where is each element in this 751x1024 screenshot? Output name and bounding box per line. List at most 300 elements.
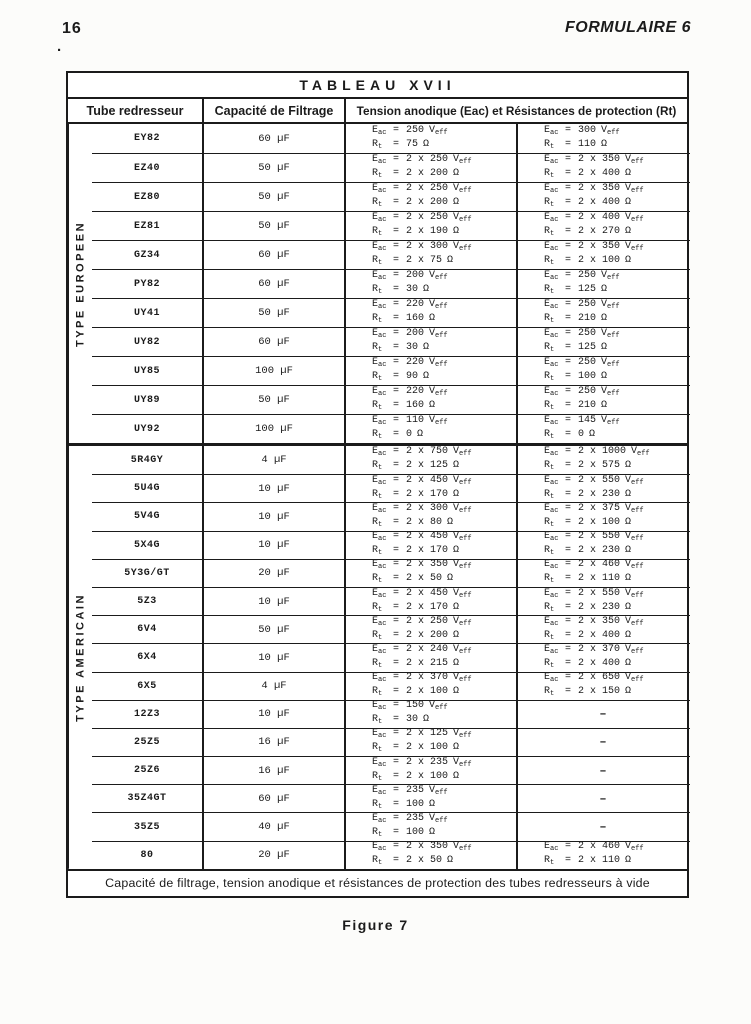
capacity-cell: 16 µF [204,729,346,756]
equals-sign: = [393,531,400,543]
formula-subscript: t [378,746,383,755]
formula-value: 210 [578,400,597,411]
formula-symbol: $R_t$ [544,488,555,501]
formula-symbol: $E_{ac}$ [544,386,559,398]
equals-sign: = [393,841,400,853]
table-row [92,474,690,502]
formula-unit: Ω [453,601,460,613]
tension-cell [346,446,518,474]
formula-symbol: $E_{ac}$ [372,299,387,311]
equals-sign: = [393,415,400,426]
formula-subscript: eff [631,619,644,628]
equals-sign: = [393,601,400,613]
equals-sign: = [393,342,400,353]
formula-subscript: t [378,802,383,811]
equals-sign: = [393,138,400,150]
table-row [92,672,690,700]
formula-symbol: $R_t$ [372,516,383,529]
formula-subscript: t [550,520,555,529]
formula-line [372,386,514,400]
formula-line [372,714,514,728]
formula-line [544,841,688,855]
tube-name-cell: 6V4 [92,616,204,643]
formula-value: 145 [578,415,597,426]
formula-unit: $V_{eff}$ [453,502,472,515]
formula-subscript: eff [459,450,472,459]
formula-symbol: $R_t$ [372,138,383,151]
formula-unit: Ω [453,545,460,557]
formula-symbol: $E_{ac}$ [372,531,387,544]
formula-value: 2 x 300 [406,502,449,514]
tension-cell [346,644,518,671]
capacity-cell: 60 µF [204,270,346,298]
tube-name-cell: PY82 [92,270,204,298]
column-header-tube: Tube redresseur [68,99,204,122]
formula-unit: $V_{eff}$ [625,502,644,515]
formula-unit: Ω [453,742,460,754]
formula-unit: $V_{eff}$ [429,357,448,369]
formula-value: 2 x 460 [578,841,621,853]
equals-sign: = [565,299,572,310]
formula-subscript: t [550,577,555,586]
formula-line [544,460,688,474]
formula-line [372,700,514,714]
formula-value: 220 [406,357,425,368]
formula-subscript: eff [631,676,644,685]
formula-unit: $V_{eff}$ [453,643,472,656]
formula-symbol: $R_t$ [544,629,555,642]
formula-subscript: eff [459,591,472,600]
equals-sign: = [393,629,400,641]
formula-line [544,139,688,153]
formula-value: 125 [578,342,597,353]
formula-subscript: ac [550,535,559,544]
formula-unit: $V_{eff}$ [429,270,448,282]
formula-line [544,342,688,356]
formula-subscript: eff [459,732,472,741]
tension-cell [346,415,518,443]
formula-subscript: t [550,142,555,151]
equals-sign: = [565,601,572,613]
equals-sign: = [393,728,400,740]
equals-sign: = [565,183,572,194]
formula-value: 2 x 150 [578,686,621,698]
capacity-cell: 50 µF [204,154,346,182]
formula-subscript: t [378,288,383,296]
tube-name-cell: UY41 [92,299,204,327]
formula-unit: Ω [453,460,460,472]
tension-cell [346,813,518,840]
formula-unit: Ω [625,168,632,179]
equals-sign: = [565,629,572,641]
formula-value: 30 [406,714,419,726]
formula-unit: $V_{eff}$ [625,531,644,544]
column-header-tension: Tension anodique (Eac) et Résistances de protection (Rt) [356,103,677,118]
formula-unit: $V_{eff}$ [625,615,644,628]
table-row [92,182,690,211]
formula-symbol: $E_{ac}$ [372,212,387,224]
formula-subscript: ac [378,845,387,854]
table-row [92,327,690,356]
capacity-cell: 10 µF [204,475,346,502]
capacity-cell: 100 µF [204,357,346,385]
formula-subscript: eff [607,332,620,340]
formula-line [372,168,514,182]
formula-line [372,531,514,545]
formula-line [372,771,514,785]
formula-line [544,241,688,255]
equals-sign: = [565,270,572,281]
table-row [92,356,690,385]
formula-unit: $V_{eff}$ [429,328,448,340]
formula-line [544,154,688,168]
formula-symbol: $R_t$ [372,371,383,383]
formula-unit: $V_{eff}$ [453,728,472,741]
formula-unit: Ω [625,255,632,266]
tension-cell [518,124,690,153]
tube-name-cell: 5X4G [92,532,204,559]
formula-unit: $V_{eff}$ [453,154,472,166]
formula-subscript: ac [378,619,387,628]
tension-cell [346,842,518,869]
formula-subscript: t [550,346,555,354]
capacity-cell: 20 µF [204,560,346,587]
formula-symbol: $R_t$ [544,516,555,529]
formula-value: 250 [578,270,597,281]
tube-name-cell: UY82 [92,328,204,356]
tension-cell: – [599,763,607,778]
equals-sign: = [393,657,400,669]
equals-sign: = [393,545,400,557]
equals-sign: = [565,545,572,557]
formula-value: 2 x 400 [578,197,621,208]
equals-sign: = [565,429,572,440]
formula-subscript: t [378,549,383,558]
tube-name-cell: 5U4G [92,475,204,502]
formula-value: 2 x 250 [406,615,449,627]
formula-unit: Ω [589,429,596,440]
formula-symbol: $E_{ac}$ [544,587,559,600]
formula-unit: Ω [429,313,436,324]
equals-sign: = [393,226,400,237]
equals-sign: = [565,328,572,339]
formula-value: 2 x 350 [578,154,621,165]
equals-sign: = [393,827,400,839]
capacity-cell: 50 µF [204,212,346,240]
formula-symbol: $R_t$ [372,714,383,727]
formula-line [372,197,514,211]
formula-unit: Ω [447,573,454,585]
formula-value: 2 x 110 [578,855,621,867]
equals-sign: = [565,672,572,684]
formula-value: 250 [578,357,597,368]
tension-cell [346,673,518,700]
formula-subscript: ac [378,478,387,487]
formula-line [544,212,688,226]
formula-line [544,226,688,240]
formula-symbol: $R_t$ [372,827,383,840]
formula-symbol: $R_t$ [372,313,383,325]
formula-value: 200 [406,328,425,339]
formula-unit: Ω [625,629,632,641]
formula-subscript: eff [631,535,644,544]
tension-cell [346,475,518,502]
capacity-cell: 16 µF [204,757,346,784]
formula-unit: Ω [447,855,454,867]
formula-subscript: t [378,859,383,868]
equals-sign: = [565,400,572,411]
formula-value: 2 x 450 [406,587,449,599]
formula-line [544,446,688,460]
formula-line [372,241,514,255]
formula-line [372,357,514,371]
document-title: FORMULAIRE 6 [565,19,691,36]
formula-subscript: eff [637,450,650,459]
formula-subscript: eff [607,303,620,311]
tension-cell [346,616,518,643]
formula-value: 250 [578,299,597,310]
tension-cell [518,842,690,869]
tension-cell [346,386,518,414]
table-row [92,211,690,240]
formula-line [372,757,514,771]
capacity-cell: 60 µF [204,785,346,812]
formula-unit: $V_{eff}$ [601,299,620,311]
formula-value: 2 x 75 [406,255,443,266]
tension-cell [518,560,690,587]
formula-subscript: t [378,404,383,412]
table-row [92,153,690,182]
formula-subscript: t [378,201,383,209]
tension-cell: – [599,820,607,835]
formula-value: 2 x 350 [578,615,621,627]
formula-unit: $V_{eff}$ [453,756,472,769]
formula-symbol: $E_{ac}$ [544,502,559,515]
tube-name-cell: 25Z5 [92,729,204,756]
formula-symbol: $E_{ac}$ [372,615,387,628]
formula-line [372,630,514,644]
formula-unit: $V_{eff}$ [625,559,644,572]
formula-value: 100 [578,371,597,382]
formula-line [544,270,688,284]
formula-unit: Ω [625,226,632,237]
formula-subscript: t [378,831,383,840]
formula-subscript: t [550,433,555,441]
formula-value: 30 [406,342,419,353]
formula-subscript: ac [378,817,387,826]
equals-sign: = [565,573,572,585]
tension-cell: – [599,707,607,722]
formula-unit: Ω [625,545,632,557]
formula-symbol: $E_{ac}$ [372,784,387,797]
formula-subscript: ac [378,274,387,282]
formula-subscript: ac [550,332,559,340]
tension-cell [518,588,690,615]
formula-line [372,672,514,686]
formula-subscript: t [550,259,555,267]
formula-subscript: eff [435,704,448,713]
equals-sign: = [393,742,400,754]
equals-sign: = [393,241,400,252]
formula-value: 2 x 190 [406,226,449,237]
table-row [92,700,690,728]
formula-line [372,125,514,139]
formula-value: 2 x 350 [578,241,621,252]
formula-symbol: $E_{ac}$ [372,183,387,195]
formula-value: 2 x 235 [406,756,449,768]
formula-symbol: $E_{ac}$ [372,643,387,656]
equals-sign: = [393,855,400,867]
formula-line [544,489,688,503]
formula-line [544,602,688,616]
formula-value: 2 x 400 [578,657,621,669]
formula-symbol: $R_t$ [372,168,383,180]
equals-sign: = [393,686,400,698]
capacity-cell: 100 µF [204,415,346,443]
formula-line [372,588,514,602]
formula-symbol: $E_{ac}$ [372,813,387,826]
formula-value: 2 x 370 [578,643,621,655]
formula-line [372,503,514,517]
formula-line [372,255,514,269]
formula-unit: $V_{eff}$ [625,241,644,253]
formula-line [372,342,514,356]
tension-cell [346,270,518,298]
formula-value: 235 [406,813,425,825]
formula-symbol: $R_t$ [372,400,383,412]
equals-sign: = [565,686,572,698]
formula-symbol: $E_{ac}$ [544,643,559,656]
formula-unit: Ω [423,714,430,726]
formula-symbol: $E_{ac}$ [372,502,387,515]
formula-symbol: $R_t$ [372,197,383,209]
formula-line [372,446,514,460]
table-row [92,784,690,812]
equals-sign: = [565,197,572,208]
formula-subscript: eff [459,760,472,769]
formula-unit: $V_{eff}$ [625,587,644,600]
formula-subscript: eff [459,216,472,224]
formula-value: 2 x 1000 [578,446,627,458]
formula-subscript: t [378,690,383,699]
tension-cell [346,785,518,812]
formula-line [544,328,688,342]
formula-subscript: ac [550,591,559,600]
formula-value: 2 x 110 [578,573,621,585]
formula-unit: $V_{eff}$ [625,643,644,656]
formula-line [372,827,514,841]
formula-subscript: eff [459,845,472,854]
equals-sign: = [393,299,400,310]
formula-line [544,658,688,672]
formula-subscript: ac [378,676,387,685]
tension-cell [518,386,690,414]
tension-cell [346,701,518,728]
formula-subscript: eff [459,563,472,572]
equals-sign: = [393,183,400,194]
formula-unit: Ω [453,686,460,698]
formula-subscript: t [378,464,383,473]
equals-sign: = [393,756,400,768]
equals-sign: = [565,488,572,500]
formula-value: 2 x 400 [578,212,621,223]
formula-symbol: $E_{ac}$ [544,124,559,137]
formula-unit: Ω [447,516,454,528]
equals-sign: = [393,212,400,223]
formula-value: 200 [406,270,425,281]
equals-sign: = [565,342,572,353]
formula-line [372,489,514,503]
capacity-cell: 50 µF [204,183,346,211]
formula-unit: Ω [625,601,632,613]
formula-value: 110 [578,138,597,150]
capacity-cell: 10 µF [204,588,346,615]
tube-name-cell: EZ80 [92,183,204,211]
equals-sign: = [565,446,572,458]
formula-unit: Ω [601,313,608,324]
formula-value: 2 x 170 [406,545,449,557]
formula-unit: Ω [423,342,430,353]
table-body [68,124,687,869]
equals-sign: = [393,573,400,585]
formula-line [372,183,514,197]
formula-subscript: eff [435,128,448,137]
equals-sign: = [393,700,400,712]
formula-symbol: $R_t$ [544,601,555,614]
formula-line [372,742,514,756]
formula-unit: $V_{eff}$ [631,446,650,459]
formula-line [544,475,688,489]
tension-cell [518,299,690,327]
tension-cell [346,357,518,385]
formula-value: 250 [406,124,425,136]
formula-line [544,197,688,211]
formula-line [372,154,514,168]
formula-subscript: ac [378,450,387,459]
formula-subscript: ac [378,591,387,600]
formula-symbol: $E_{ac}$ [544,474,559,487]
formula-value: 2 x 375 [578,502,621,514]
formula-unit: Ω [625,686,632,698]
equals-sign: = [393,284,400,295]
formula-line [544,255,688,269]
formula-subscript: eff [459,647,472,656]
formula-unit: $V_{eff}$ [625,841,644,854]
formula-value: 160 [406,400,425,411]
formula-line [372,517,514,531]
formula-line [372,226,514,240]
formula-symbol: $E_{ac}$ [372,700,387,713]
formula-subscript: eff [459,676,472,685]
equals-sign: = [393,813,400,825]
formula-subscript: t [378,259,383,267]
formula-subscript: ac [378,332,387,340]
formula-value: 2 x 100 [406,770,449,782]
formula-line [544,559,688,573]
formula-value: 2 x 230 [578,545,621,557]
formula-symbol: $R_t$ [372,429,383,441]
formula-symbol: $E_{ac}$ [544,531,559,544]
formula-unit: Ω [429,400,436,411]
formula-unit: Ω [601,342,608,353]
formula-line [372,785,514,799]
formula-symbol: $R_t$ [372,284,383,296]
equals-sign: = [393,559,400,571]
formula-line [372,728,514,742]
formula-subscript: ac [550,478,559,487]
formula-symbol: $E_{ac}$ [372,270,387,282]
tension-cell [518,270,690,298]
